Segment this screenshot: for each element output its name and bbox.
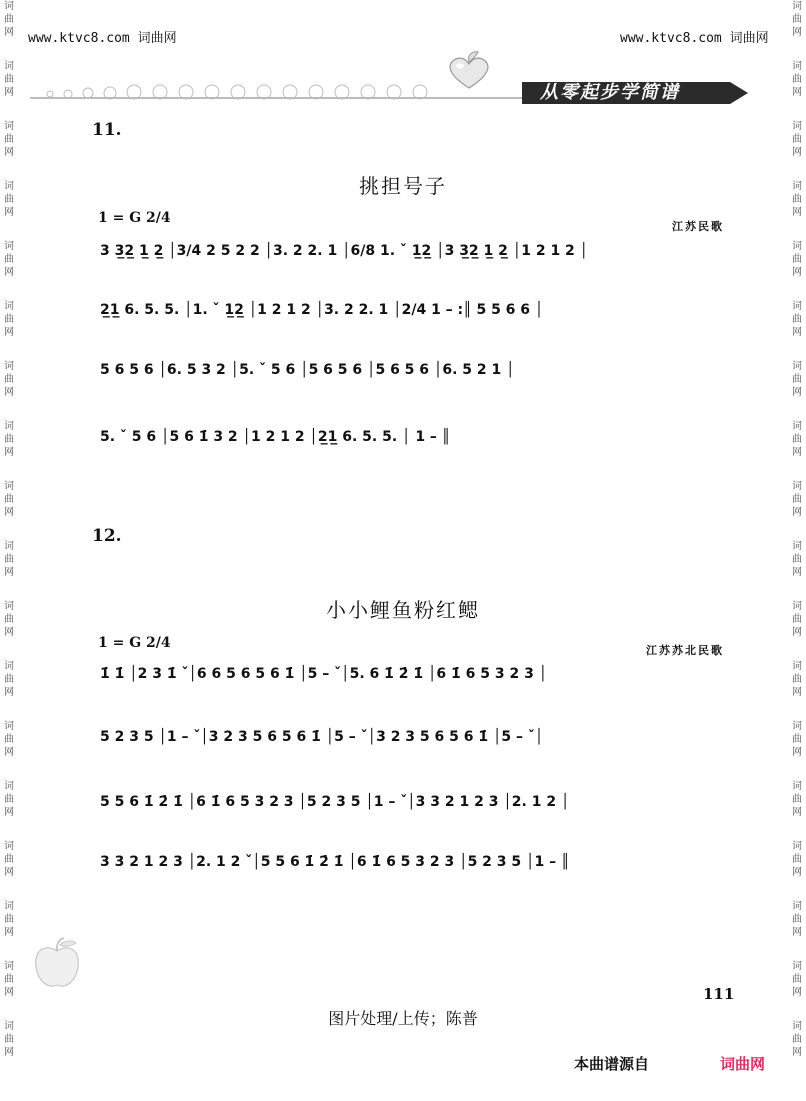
watermark-text: 词 曲 网 (4, 721, 14, 758)
watermark-text: 词 曲 网 (792, 241, 802, 278)
song-number: 12. (92, 526, 122, 546)
series-title-banner: 从零起步学简谱 (522, 82, 730, 104)
watermark-text: 词 曲 网 (792, 901, 802, 938)
watermark-text: 词 曲 网 (4, 901, 14, 938)
watermark-text: 词 曲 网 (792, 361, 802, 398)
watermark-text: 词 曲 网 (792, 661, 802, 698)
watermark-text: 词 曲 网 (792, 121, 802, 158)
source-site-link[interactable]: 词曲网 (720, 1055, 766, 1073)
watermark-text: 词 曲 网 (4, 601, 14, 638)
song-title: 小小鲤鱼粉红鳃 (326, 598, 480, 622)
notation-row: 5 2 3 5 │1 – ˇ│3 2 3 5 6 5 6 1̇ │5 – ˇ│3 2 3 5 6 5 6 1̇ │5 – ˇ│ (100, 729, 544, 745)
banner-arrow-icon (730, 82, 748, 104)
watermark-text: 词 曲 网 (792, 1021, 802, 1058)
song-number: 11. (92, 120, 122, 140)
notation-row: 5. ˇ 5 6 │5 6 1̇ 3 2 │1 2 1 2 │2̲1̲ 6. 5. 5. │ 1 – ║ (100, 429, 451, 445)
watermark-text: 词 曲 网 (4, 301, 14, 338)
source-label: 本曲谱源自 (574, 1055, 650, 1073)
watermark-text: 词 曲 网 (4, 781, 14, 818)
watermark-text: 词 曲 网 (4, 841, 14, 878)
key-signature: 1 = G 2/4 (98, 635, 171, 651)
notation-row: 5 5 6 1̇ 2̇ 1̇ │6 1̇ 6 5 3 2 3 │5 2 3 5 │1 – ˇ│3 3 2 1 2 3 │2. 1 2 │ (100, 794, 570, 810)
watermark-text: 词 曲 网 (4, 1021, 14, 1058)
watermark-text: 词 曲 网 (792, 781, 802, 818)
page-number: 111 (703, 985, 735, 1003)
watermark-text: 词 曲 网 (4, 961, 14, 998)
notation-row: 3 3 2 1 2 3 │2. 1 2 ˇ│5 5 6 1̇ 2̇ 1̇ │6 1̇ 6 5 3 2 3 │5 2 3 5 │1 – ║ (100, 854, 570, 870)
watermark-text: 词 曲 网 (4, 661, 14, 698)
watermark-text: 词 曲 网 (792, 601, 802, 638)
notation-row: 2̲1̲ 6. 5. 5. │1. ˇ 1̲2̲ │1 2 1 2 │3. 2 2. 1 │2/4 1 – :║ 5 5 6 6 │ (100, 302, 544, 318)
song-title: 挑担号子 (359, 174, 447, 198)
header-url-right[interactable]: www.ktvc8.com 词曲网 (620, 31, 769, 46)
watermark-text: 词 曲 网 (792, 421, 802, 458)
notation-row: 3 3̲2̲ 1̲ 2̲ │3/4 2 5 2 2 │3. 2 2. 1 │6/8 1. ˇ 1̲2̲ │3 3̲2̲ 1̲ 2̲ │1 2 1 2 │ (100, 243, 589, 259)
watermark-text: 词 曲 网 (792, 841, 802, 878)
watermark-text: 词 曲 网 (792, 181, 802, 218)
watermark-text: 词 曲 网 (792, 541, 802, 578)
upload-credit: 图片处理/上传；陈普 (328, 1009, 478, 1028)
watermark-text: 词 曲 网 (792, 481, 802, 518)
watermark-text: 词 曲 网 (4, 421, 14, 458)
key-signature: 1 = G 2/4 (98, 210, 171, 226)
apple-icon (30, 935, 84, 993)
watermark-text: 词 曲 网 (4, 121, 14, 158)
watermark-text: 词 曲 网 (792, 61, 802, 98)
watermark-text: 词 曲 网 (4, 181, 14, 218)
notation-row: 1̇ 1̇ │2 3 1̇ ˇ│6 6 5 6 5 6 1̇ │5 – ˇ│5. 6 1̇ 2̇ 1̇ │6 1̇ 6 5 3 2 3 │ (100, 666, 548, 682)
watermark-text: 词 曲 网 (4, 61, 14, 98)
header-url-left[interactable]: www.ktvc8.com 词曲网 (28, 31, 177, 46)
notation-row: 5 6 5 6 │6. 5 3 2 │5. ˇ 5 6 │5 6 5 6 │5 6 5 6 │6. 5 2 1 │ (100, 362, 515, 378)
watermark-text: 词 曲 网 (792, 721, 802, 758)
watermark-text: 词 曲 网 (4, 481, 14, 518)
song-origin: 江苏民歌 (672, 220, 724, 233)
watermark-text: 词 曲 网 (792, 1, 802, 38)
side-watermark-right (789, 0, 805, 1101)
watermark-text: 词 曲 网 (792, 961, 802, 998)
watermark-text: 词 曲 网 (792, 301, 802, 338)
watermark-text: 词 曲 网 (4, 361, 14, 398)
watermark-text: 词 曲 网 (4, 241, 14, 278)
song-origin: 江苏苏北民歌 (646, 644, 724, 657)
watermark-text: 词 曲 网 (4, 1, 14, 38)
heart-fruit-icon (440, 48, 498, 92)
side-watermark-left (1, 0, 17, 1101)
watermark-text: 词 曲 网 (4, 541, 14, 578)
